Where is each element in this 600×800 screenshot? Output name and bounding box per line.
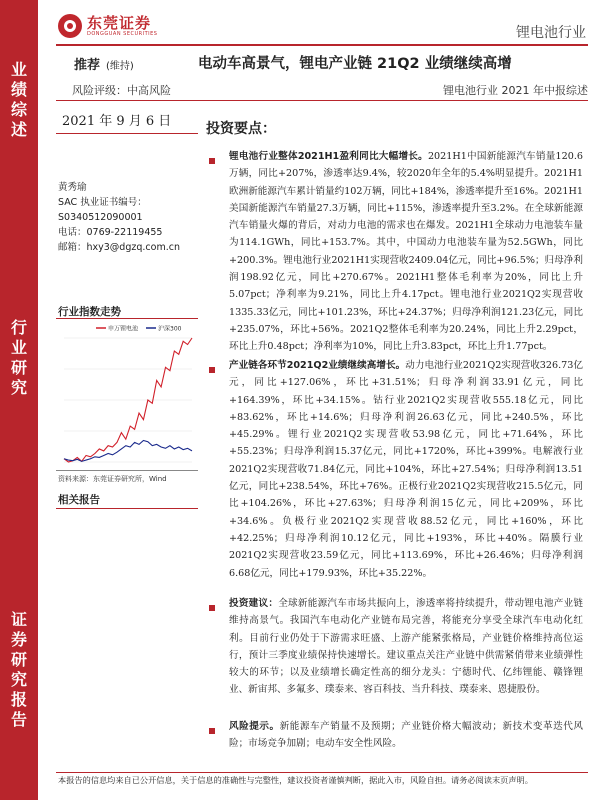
chart-bottom-divider — [56, 470, 198, 471]
bullet-icon — [209, 158, 215, 164]
legend-label: 申万锂电池 — [108, 325, 139, 333]
report-headline: 电动车高景气，锂电产业链 21Q2 业绩继续高增 — [198, 56, 512, 72]
chart-title-divider — [56, 318, 198, 319]
report-date: 2021 年 9 月 6 日 — [62, 114, 172, 129]
paragraph-text: 动力电池行业2021Q2实现营收326.73亿元，同比+127.06%，环比+31.51%；归母净利润33.91亿元，同比+164.39%，环比+34.15%。钴行业2021Q2实现营收555.18亿元，同比+83.62%，环比+14.6%；归母净利润26.63亿元，同比+240.5%，环比+45.29%。锂行业2021Q2实现营收53.98亿元，同比+71.64%，环比+55.23%；归母净利润15.37亿元，同比+1720%，环比+399%。电解液行业2021Q2实现营收71.84亿元，同比+104%，环比+27.54%；归母净利润13.51亿元，同比+238.54%，环比+76%。正极行业2021Q2实现营收215.5亿元，同比+104.26%，环比+27.63%；归母净利润15亿元，同比+209%，环比+34.6%。负极行业2021Q2实现营收88.52亿元，同比+160%，环比+42.25%；归母净利润10.12亿元，同比+193%，环比+40%。隔膜行业2021Q2实现营收23.59亿元，同比+113.69%，环比+26.46%；归母净利润6.68亿元，同比+179.93%，环比+35.22%。 — [229, 360, 583, 579]
logo-english-name: DONGGUAN SECURITIES — [87, 30, 158, 37]
analyst-name: 黄秀瑜 — [58, 182, 87, 193]
chart-source: 资料来源：东莞证券研究所，Wind — [58, 475, 167, 483]
analyst-phone: 电话：0769-22119455 — [58, 227, 163, 238]
analyst-cert-number: S0340512090001 — [58, 212, 143, 223]
side-label-report: 证券研究报告 — [11, 610, 28, 729]
paragraph-lead: 锂电池行业整体2021H1盈利同比大幅增长。 — [229, 151, 428, 162]
index-chart-svg — [56, 320, 198, 470]
analyst-email[interactable]: 邮箱：hxy3@dgzq.com.cn — [58, 242, 180, 253]
rating-label: 推荐 — [74, 58, 101, 73]
related-reports-title: 相关报告 — [58, 494, 100, 506]
series-line-1 — [64, 440, 192, 461]
paragraph-chain — [229, 357, 583, 582]
analyst-cert-label: SAC 执业证书编号： — [58, 197, 147, 208]
paragraph-text: 全球新能源汽车市场共振向上，渗透率将持续提升，带动锂电池产业链维持高景气。我国汽车电动化产业链布局完善，将能充分享受全球汽车电动化红利。目前行业仍处于下游需求旺盛、上游产能紧张格局，产业链价格维持高位运行，预计三季度业绩保持快速增长。建议重点关注产业链中供需紧俏带来业绩弹性较大的环节；以及业绩增长确定性高的细分龙头：宁德时代、亿纬锂能、赣锋锂业、新宙邦、多氟多、璞泰来、容百科技、当升科技、璞泰来、恩捷股份。 — [229, 598, 584, 696]
bullet-icon — [209, 605, 215, 611]
date-divider — [56, 133, 198, 134]
analyst-info — [58, 180, 180, 255]
key-points-title: 投资要点： — [206, 121, 276, 137]
report-subtitle: 锂电池行业 2021 年中报综述 — [443, 84, 588, 97]
side-label-industry: 行业研究 — [11, 318, 28, 397]
company-logo — [58, 14, 157, 38]
related-divider — [56, 508, 198, 509]
legend-label: 沪深300 — [158, 325, 182, 333]
index-chart — [56, 320, 198, 470]
paragraph-advice — [229, 595, 583, 699]
side-label-review: 业绩综述 — [11, 60, 28, 139]
paragraph-lead: 产业链各环节2021Q2业绩继续高增长。 — [229, 360, 406, 371]
chart-title: 行业指数走势 — [58, 306, 121, 318]
paragraph-profit — [229, 148, 583, 356]
rating-sub: (维持) — [106, 61, 134, 72]
bullet-icon — [209, 728, 215, 734]
paragraph-lead: 投资建议： — [229, 598, 279, 609]
subtitle-divider — [56, 100, 588, 101]
header-divider — [56, 44, 588, 46]
disclaimer: 本报告的信息均来自已公开信息，关于信息的准确性与完整性，建议投资者谨慎判断，据此入市，风险自担。请务必阅读末页声明。 — [58, 775, 533, 785]
footer-divider — [56, 772, 588, 773]
industry-label: 锂电池行业 — [516, 25, 586, 41]
rating — [74, 54, 134, 73]
paragraph-risk — [229, 718, 583, 753]
bullet-icon — [209, 367, 215, 373]
paragraph-lead: 风险提示。 — [229, 721, 280, 732]
paragraph-text: 新能源车产销量不及预期；产业链价格大幅波动；新技术变革迭代风险；市场竞争加剧；电动车安全性风险。 — [229, 721, 584, 750]
logo-name: 东莞证券 — [87, 13, 152, 32]
risk-rating: 风险评级：中高风险 — [72, 84, 171, 97]
paragraph-text: 2021H1中国新能源汽车销量120.6万辆，同比+207%，渗透率达9.4%，较2020年全年的5.4%明显提升。2021H1欧洲新能源汽车累计销量约102万辆，同比+184%，渗透率提升至16%。2021H1美国新能源汽车销量27.3万辆，同比+115%，渗透率提升至3.2%。在全球新能源汽车销量火爆的背后，对动力电池的需求也在爆发。2021H1全球动力电池装车量为114.1GWh，同比+153.7%。其中，中国动力电池装车量为52.5GWh，同比+200.3%。锂电池行业2021H1实现营收2409.04亿元，同比+96.5%；归母净利润198.92亿元，同比+270.67%。2021H1整体毛利率为20%，同比上升5.07pct；净利率为9.21%，同比上升4.17pct。锂电池行业2021Q2实现营收1335.33亿元，同比+101.23%，环比+24.37%；归母净利润121.23亿元，同比+235.07%，环比+56%。2021Q2整体毛利率为20.24%，同比上升2.29pct，环比上升0.48pct；净利率为10%，同比上升3.83pct，环比上升1.77pct。 — [229, 151, 583, 353]
logo-emblem-icon — [58, 14, 82, 38]
